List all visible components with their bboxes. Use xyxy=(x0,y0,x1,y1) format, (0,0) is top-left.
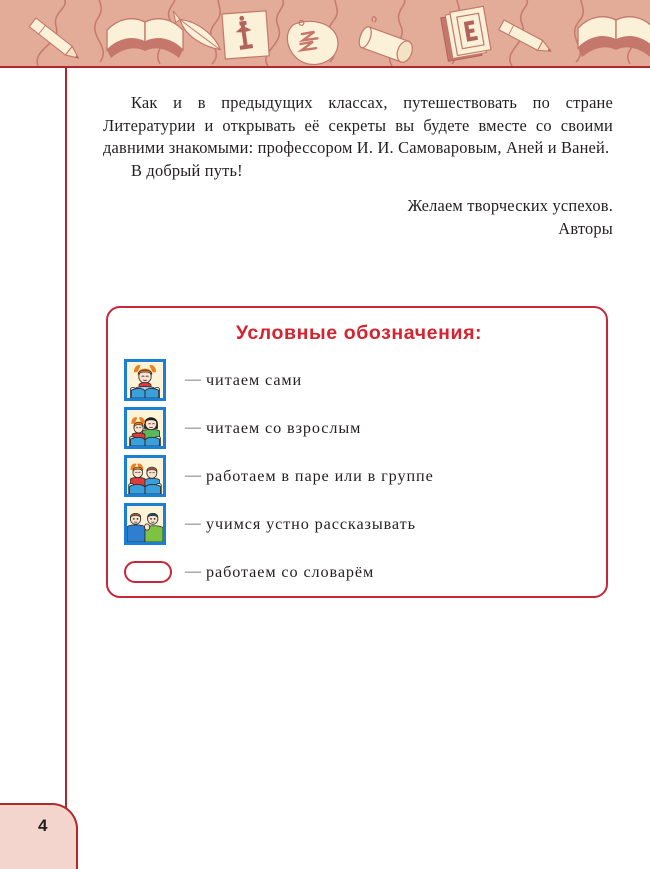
legend-dash: — xyxy=(185,467,201,484)
speak-aloud-icon xyxy=(124,503,166,545)
decorative-header-band xyxy=(0,0,650,66)
legend-icon-cell xyxy=(120,503,180,545)
legend-icon-cell xyxy=(120,359,180,401)
read-with-adult-icon xyxy=(124,407,166,449)
legend-title: Условные обозначения: xyxy=(235,322,483,344)
legend-label: читаем сами xyxy=(206,370,303,389)
legend-dash: — xyxy=(185,515,201,532)
intro-paragraph: Как и в предыдущих классах, путешествовать по стране Литературии и открывать её секреты вы будете вместе со своими давними знакомыми: профессором И. И. Самоваровым, Аней и Ваней. xyxy=(103,93,613,157)
legend-dash: — xyxy=(185,563,201,580)
legend-item xyxy=(120,452,600,500)
legend-item xyxy=(120,356,600,404)
body-text-block xyxy=(103,92,613,182)
closing-line: Желаем творческих успехов. xyxy=(407,196,613,215)
legend-item xyxy=(120,404,600,452)
dictionary-pill-icon xyxy=(124,561,172,583)
legend-icon-cell xyxy=(120,561,180,583)
legend-icon-cell xyxy=(120,407,180,449)
signature-block xyxy=(103,194,613,240)
legend-dash: — xyxy=(185,419,201,436)
header-horizontal-rule xyxy=(0,66,650,68)
signature-authors: Авторы xyxy=(558,219,613,238)
read-alone-icon xyxy=(124,359,166,401)
manuscript-page-icon xyxy=(219,8,272,62)
legend-label: учимся устно рассказывать xyxy=(206,514,416,533)
legend-item xyxy=(120,548,600,596)
legend-label: работаем в паре или в группе xyxy=(206,466,434,485)
legend-label: работаем со словарём xyxy=(206,562,375,581)
legend-item xyxy=(120,500,600,548)
page-number-tab xyxy=(0,803,78,869)
page-number: 4 xyxy=(38,816,48,835)
legend-box xyxy=(106,306,608,598)
farewell-paragraph: В добрый путь! xyxy=(131,160,243,180)
legend-icon-cell xyxy=(120,455,180,497)
legend-label: читаем со взрослым xyxy=(206,418,362,437)
header-illustration xyxy=(0,0,650,66)
left-vertical-rule xyxy=(65,66,67,811)
legend-dash: — xyxy=(185,371,201,388)
stacked-books-icon xyxy=(440,6,492,61)
legend-list xyxy=(120,356,600,596)
work-in-pair-or-group-icon xyxy=(124,455,166,497)
